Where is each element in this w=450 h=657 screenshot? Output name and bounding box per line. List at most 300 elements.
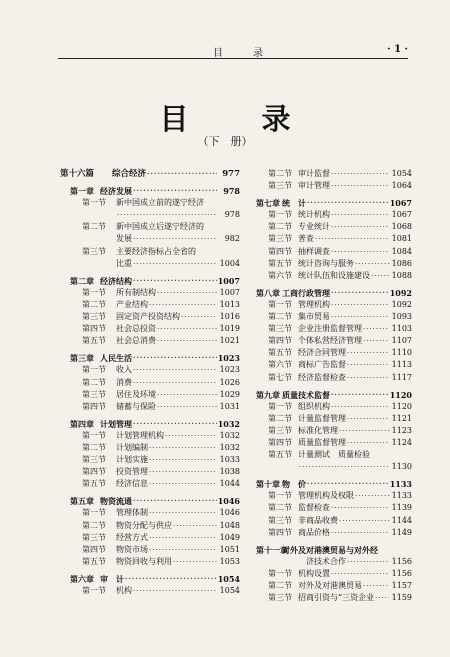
toc-left-column: [60, 168, 240, 597]
toc-entry-label: 第三节: [268, 234, 292, 244]
toc-entry-title: 统计机构: [298, 210, 330, 220]
toc-entry-title: 产业结构: [116, 299, 148, 309]
toc-entry-label: 第一节: [82, 430, 106, 440]
dot-leader: [315, 233, 389, 245]
toc-entry-section: [252, 425, 412, 437]
toc-entry-section: [252, 437, 412, 449]
toc-entry-label: 第十章: [256, 479, 280, 490]
toc-entry-title: 消费: [116, 377, 132, 387]
toc-entry-page: 1084: [391, 246, 412, 256]
toc-entry-section: [60, 478, 240, 490]
dot-leader: [339, 425, 389, 437]
toc-entry-page: 1007: [217, 275, 240, 286]
toc-entry-page: 1004: [219, 258, 240, 268]
toc-entry-section: [252, 359, 412, 371]
toc-entry-title: 审计管理: [298, 181, 330, 191]
toc-entry-section: [252, 246, 412, 258]
toc-entry-label: 第三节: [82, 312, 106, 322]
toc-entry-title: 收入: [116, 365, 132, 375]
toc-entry-title: 经济信息: [116, 479, 148, 489]
toc-entry-label: 第一节: [268, 568, 292, 578]
toc-entry-label: 第九章: [256, 389, 280, 400]
toc-entry-title: 标准化管理: [298, 425, 338, 435]
toc-entry-label: 第五节: [268, 450, 292, 460]
toc-entry-title: 社会总消费: [116, 336, 156, 346]
toc-entry-page: 1033: [219, 455, 240, 465]
toc-entry-section: [252, 180, 412, 192]
running-title: 目 录: [213, 48, 273, 59]
toc-entry-title: 主要经济指标占全省的: [116, 246, 196, 256]
toc-entry-label: 第三节: [82, 389, 106, 399]
toc-entry-title: 综合经济: [112, 169, 147, 179]
toc-entry-label: 第一节: [82, 508, 106, 518]
dot-leader: [347, 372, 389, 384]
toc-entry-page: 1092: [389, 287, 412, 298]
dot-leader: [149, 466, 217, 478]
toc-entry-page: 1144: [391, 515, 412, 525]
dot-leader: [157, 335, 217, 347]
dot-leader: [149, 299, 217, 311]
toc-entry-label: 第三节: [268, 181, 292, 191]
toc-entry-section: [60, 335, 240, 347]
toc-entry-section: [60, 454, 240, 466]
toc-entry-page: 1149: [391, 527, 412, 537]
toc-entry-page: 978: [223, 186, 240, 197]
toc-entry-section: [252, 168, 412, 180]
dot-leader: [181, 311, 217, 323]
toc-entry-title: 物资回收与利用: [116, 556, 172, 566]
toc-entry-title: 统计队伍和设施建设: [298, 270, 370, 280]
toc-entry-section: [252, 580, 412, 592]
toc-entry-label: 第四节: [268, 437, 292, 447]
toc-entry-title: 商品价格: [298, 527, 330, 537]
dot-leader: [331, 221, 389, 233]
toc-entry-page: 1013: [219, 299, 240, 309]
toc-entry-chapter: [60, 495, 240, 507]
toc-entry-label: 第五节: [82, 336, 106, 346]
toc-entry-label: 第二节: [268, 581, 292, 590]
toc-entry-title: 商标广告监督: [298, 360, 346, 370]
toc-entry-title: 审 计: [100, 573, 124, 584]
dot-leader: [133, 495, 217, 507]
toc-entry-label: 第一节: [82, 365, 106, 375]
toc-entry-label: 第二节: [82, 222, 106, 232]
dot-leader: [331, 287, 389, 299]
dot-leader: [331, 401, 389, 413]
toc-entry-label: 第二节: [82, 442, 106, 452]
toc-entry-label: 第一节: [268, 210, 292, 220]
dot-leader: [157, 401, 217, 413]
toc-entry-page: 1048: [219, 520, 240, 530]
toc-entry-label: 第二节: [268, 222, 292, 232]
dot-leader: [363, 335, 389, 347]
dot-leader: [133, 418, 217, 430]
toc-entry-title: 管理机构及权限: [298, 491, 354, 501]
dot-leader: [331, 180, 389, 192]
toc-entry-label: 第三章: [70, 353, 94, 364]
toc-entry-chapter: [252, 544, 412, 556]
toc-entry-title: 质量监督管理: [298, 437, 346, 447]
toc-entry-chapter: [252, 287, 412, 299]
toc-entry-section: [60, 287, 240, 299]
toc-entry-section: [60, 585, 240, 597]
toc-entry-page: 1068: [391, 222, 412, 232]
toc-entry-page: 1007: [219, 287, 240, 297]
toc-entry-title: 管理体制: [116, 508, 148, 518]
toc-entry-section: [60, 544, 240, 556]
toc-entry-title: 集市贸易: [298, 312, 330, 322]
toc-entry-section: [252, 372, 412, 384]
toc-entry-label: [60, 233, 116, 245]
toc-entry-title: 招商引资与“三资企业: [298, 593, 375, 603]
toc-entry-page: 1133: [391, 491, 412, 501]
toc-entry-title: 济技术合作: [306, 556, 346, 566]
toc-entry-title: 企业注册监督管理: [298, 324, 362, 334]
toc-entry-cont2: [252, 556, 412, 568]
dot-leader: [133, 352, 217, 364]
toc-entry-page: 1049: [219, 532, 240, 542]
toc-entry-part: [60, 168, 240, 180]
toc-entry-label: 第四节: [82, 401, 106, 411]
toc-entry-label: 第二节: [82, 299, 106, 309]
toc-entry-label: 第三节: [268, 425, 292, 435]
dot-leader: [331, 502, 389, 514]
toc-entry-label: 第五节: [268, 258, 292, 268]
toc-entry-page: 1054: [217, 573, 240, 584]
toc-entry-label: 第二节: [268, 312, 292, 322]
toc-entry-page: 1031: [219, 401, 240, 411]
toc-entry-label: 第三节: [82, 246, 106, 256]
dot-leader: [149, 454, 217, 466]
toc-entry-title: 管理机构: [298, 299, 330, 309]
toc-entry-title: 审计监督: [298, 169, 330, 178]
toc-entry-section: [60, 466, 240, 478]
toc-entry-title: 人民生活: [100, 353, 132, 364]
toc-entry-label: 第二章: [70, 275, 94, 286]
toc-entry-page: 1093: [391, 312, 412, 322]
page-subtitle: （下 册）: [197, 135, 253, 148]
toc-entry-page: 1038: [219, 467, 240, 477]
toc-entry-page: 1019: [219, 324, 240, 334]
toc-entry-label: 第一节: [268, 401, 292, 411]
toc-entry-page: 1081: [391, 234, 412, 244]
toc-entry-label: 第二节: [268, 413, 292, 423]
toc-entry-label: [252, 556, 306, 568]
toc-entry-title: 比重: [116, 258, 132, 268]
dot-leader: [347, 359, 389, 371]
toc-entry-section: [60, 532, 240, 544]
toc-entry-chapter: [60, 185, 240, 197]
toc-entry-page: 1113: [391, 360, 412, 370]
toc-entry-section: [252, 515, 412, 527]
toc-entry-section: [60, 442, 240, 454]
dot-leader: [347, 556, 389, 568]
toc-entry-page: 1139: [391, 503, 412, 513]
toc-entry-page: 1103: [391, 324, 412, 334]
toc-entry-section: [252, 490, 412, 502]
toc-entry-label: 第二节: [268, 169, 292, 178]
toc-entry-title: 计划编制: [116, 442, 148, 452]
dot-leader: [157, 389, 217, 401]
toc-entry-section: [252, 401, 412, 413]
toc-entry-page: 1046: [217, 496, 240, 507]
dot-leader: [371, 270, 389, 282]
toc-entry-label: 第二节: [268, 503, 292, 513]
dot-leader: [133, 585, 217, 597]
toc-entry-label: 第三节: [82, 455, 106, 465]
toc-entry-label: 第六节: [268, 270, 292, 280]
toc-entry-title: 计划实施: [116, 455, 148, 465]
toc-entry-title: 统计咨询与服务: [298, 258, 354, 268]
toc-entry-page: 1159: [391, 593, 412, 603]
toc-entry-label: 第五节: [268, 348, 292, 358]
toc-entry-section: [252, 347, 412, 359]
dot-leader: [147, 168, 217, 180]
dot-leader: [307, 478, 389, 490]
toc-entry-label: [252, 461, 298, 473]
dot-leader: [331, 168, 389, 180]
toc-entry-label: 第五节: [82, 479, 106, 489]
toc-entry-label: 第一节: [268, 299, 292, 309]
dot-leader: [173, 556, 217, 568]
toc-entry-title: 经营方式: [116, 532, 148, 542]
toc-entry-title: 经济监督检查: [298, 372, 346, 382]
toc-entry-section: [252, 221, 412, 233]
toc-entry-title: 机构: [116, 586, 132, 595]
toc-entry-section: [60, 507, 240, 519]
toc-entry-page: 978: [224, 210, 240, 220]
toc-entry-section: [252, 502, 412, 514]
toc-entry-section: [252, 568, 412, 580]
toc-entry-title: 计划管理: [100, 418, 132, 429]
toc-entry-label: 第六节: [268, 360, 292, 370]
toc-entry-label: 第四节: [268, 336, 292, 346]
toc-entry-title: 工商行政管理: [282, 287, 330, 298]
toc-entry-page: 1016: [219, 312, 240, 322]
toc-entry-label: 第四节: [268, 527, 292, 537]
toc-right-column: [252, 168, 412, 604]
toc-entry-title: 计量测试 质量检验: [298, 450, 370, 460]
toc-entry-section: [60, 299, 240, 311]
toc-entry-label: 第七章: [256, 198, 280, 209]
toc-entry-title: 物资市场: [116, 544, 148, 554]
toc-entry-title: 物资流通: [100, 496, 132, 507]
toc-entry-title: 发展: [116, 234, 132, 244]
dot-leader: [133, 258, 217, 270]
toc-entry-page: 1121: [391, 413, 412, 423]
toc-entry-page: 1120: [391, 401, 412, 411]
toc-entry-title: 计量监督管理: [298, 413, 346, 423]
dot-leader: [165, 430, 217, 442]
toc-entry-section: [252, 592, 412, 604]
toc-entry-label: 第三节: [82, 532, 106, 542]
dot-leader: [149, 507, 217, 519]
dot-leader: [363, 580, 389, 592]
dot-leader: [299, 461, 389, 473]
toc-entry-section: [60, 364, 240, 376]
toc-entry-title: 经济发展: [100, 186, 132, 197]
toc-entry-label: 第四节: [82, 467, 106, 477]
toc-entry-label: 第四节: [82, 324, 106, 334]
toc-entry-title: 物 价: [282, 479, 306, 490]
toc-entry-page: 1088: [391, 270, 412, 280]
toc-entry-page: 1064: [391, 181, 412, 191]
toc-entry-page: 1051: [219, 544, 240, 554]
toc-entry-page: 1086: [391, 258, 412, 268]
toc-entry-label: [60, 258, 116, 270]
toc-entry-section: [60, 430, 240, 442]
toc-entry-title: 所有制结构: [116, 287, 156, 297]
toc-entry-page: 1053: [219, 556, 240, 566]
toc-entry-label: 第一节: [82, 198, 106, 208]
toc-entry-title: 物资分配与供应: [116, 520, 172, 530]
toc-entry-page: 1067: [389, 198, 412, 209]
toc-entry-title: 居住及环境: [116, 389, 156, 399]
toc-entry-section: [60, 311, 240, 323]
toc-entry-title: 对外及对港澳贸易: [298, 581, 362, 590]
dot-leader: [173, 520, 217, 532]
running-header: [58, 44, 408, 59]
toc-entry-page: 1044: [219, 479, 240, 489]
dot-leader: [331, 246, 389, 258]
toc-entry-title: 固定资产投资结构: [116, 312, 180, 322]
toc-entry-page: 1107: [391, 336, 412, 346]
toc-entry-title: 机构设置: [298, 568, 330, 578]
page-title: 目 录: [159, 102, 313, 136]
toc-entry-section: [252, 449, 412, 461]
toc-entry-title: 投资管理: [116, 467, 148, 477]
toc-entry-title: 专业统计: [298, 222, 330, 232]
toc-entry-label: 第五章: [70, 496, 94, 507]
toc-entry-section: [60, 556, 240, 568]
toc-entry-chapter: [252, 478, 412, 490]
toc-entry-cont: [60, 209, 240, 221]
toc-entry-cont: [252, 461, 412, 473]
toc-entry-label: 第十一章: [256, 544, 288, 555]
toc-entry-page: 1032: [217, 418, 240, 429]
toc-entry-cont: [60, 233, 240, 245]
toc-entry-label: 第三节: [268, 515, 292, 525]
toc-entry-chapter: [60, 352, 240, 364]
toc-entry-section: [252, 299, 412, 311]
toc-entry-page: 1021: [219, 336, 240, 346]
toc-entry-section: [252, 323, 412, 335]
toc-entry-section: [252, 209, 412, 221]
dot-leader: [149, 478, 217, 490]
toc-entry-section: [60, 323, 240, 335]
toc-entry-section: [60, 389, 240, 401]
dot-leader: [347, 413, 389, 425]
toc-entry-page: 1054: [391, 169, 412, 178]
toc-entry-label: 第八章: [256, 287, 280, 298]
toc-entry-chapter: [60, 573, 240, 585]
dot-leader: [133, 377, 217, 389]
dot-leader: [133, 364, 217, 376]
dot-leader: [331, 527, 389, 539]
toc-entry-label: 第一章: [70, 186, 94, 197]
dot-leader: [133, 275, 217, 287]
toc-entry-section: [252, 311, 412, 323]
toc-entry-cont: [60, 258, 240, 270]
toc-entry-label: 第一节: [82, 586, 106, 595]
toc-entry-label: 第四节: [82, 544, 106, 554]
toc-entry-title: 新中国成立前的遂宁经济: [116, 198, 204, 208]
toc-entry-section: [252, 270, 412, 282]
toc-entry-title: 质量技术监督: [282, 389, 330, 400]
toc-entry-title: 经济合同管理: [298, 348, 346, 358]
toc-entry-title: 组织机构: [298, 401, 330, 411]
dot-leader: [355, 258, 389, 270]
toc-entry-page: 1133: [389, 479, 412, 490]
toc-entry-chapter: [60, 418, 240, 430]
toc-entry-page: 1032: [219, 430, 240, 440]
toc-entry-title: 储蓄与保险: [116, 401, 156, 411]
toc-entry-title: 监督检查: [298, 503, 330, 513]
toc-entry-title: 社会总投资: [116, 324, 156, 334]
toc-entry-title: 统 计: [282, 198, 306, 209]
toc-entry-label: 第三节: [268, 593, 292, 603]
toc-entry-label: 第一节: [268, 491, 292, 501]
toc-entry-page: 1157: [391, 581, 412, 590]
dot-leader: [331, 299, 389, 311]
dot-leader: [339, 515, 389, 527]
toc-entry-label: 第七节: [268, 372, 292, 382]
toc-entry-title: 经济结构: [100, 275, 132, 286]
toc-entry-chapter: [252, 389, 412, 401]
toc-entry-page: 1092: [391, 299, 412, 309]
dot-leader: [157, 287, 217, 299]
toc-entry-label: 第二节: [82, 377, 106, 387]
toc-entry-title: 新中国成立后遂宁经济的: [116, 222, 204, 232]
toc-entry-page: 1117: [391, 372, 412, 382]
toc-entry-page: 1046: [219, 508, 240, 518]
toc-entry-section: [252, 413, 412, 425]
toc-entry-page: 1124: [391, 437, 412, 447]
dot-leader: [331, 389, 389, 401]
toc-entry-section: [252, 233, 412, 245]
dot-leader: [117, 209, 217, 221]
page-number: · 1 ·: [387, 44, 408, 55]
toc-entry-page: 1123: [391, 425, 412, 435]
toc-entry-page: 1156: [391, 556, 412, 566]
toc-entry-label: 第十六篇: [60, 169, 95, 179]
dot-leader: [331, 209, 389, 221]
toc-entry-title: 抽样调查: [298, 246, 330, 256]
toc-entry-title: 个体私营经济管理: [298, 336, 362, 346]
toc-entry-page: 1130: [391, 462, 412, 472]
dot-leader: [149, 532, 217, 544]
toc-entry-page: 1032: [219, 442, 240, 452]
dot-leader: [363, 323, 389, 335]
toc-entry-page: 1120: [389, 389, 412, 400]
toc-entry-label: 第二节: [82, 520, 106, 530]
toc-entry-page: 1023: [217, 353, 240, 364]
toc-entry-section: [60, 377, 240, 389]
toc-entry-page: 1026: [219, 377, 240, 387]
dot-leader: [133, 233, 217, 245]
toc-entry-title: 普查: [298, 234, 314, 244]
dot-leader: [347, 437, 389, 449]
dot-leader: [125, 573, 217, 585]
toc-entry-label: 第四章: [70, 418, 94, 429]
toc-entry-section: [60, 221, 240, 233]
toc-entry-title: 对外及对港澳贸易与对外经: [282, 544, 378, 555]
toc-entry-page: 1023: [219, 365, 240, 375]
toc-entry-section: [60, 401, 240, 413]
toc-entry-section: [60, 197, 240, 209]
toc-entry-page: 982: [224, 234, 240, 244]
toc-entry-title: 计划管理机构: [116, 430, 164, 440]
